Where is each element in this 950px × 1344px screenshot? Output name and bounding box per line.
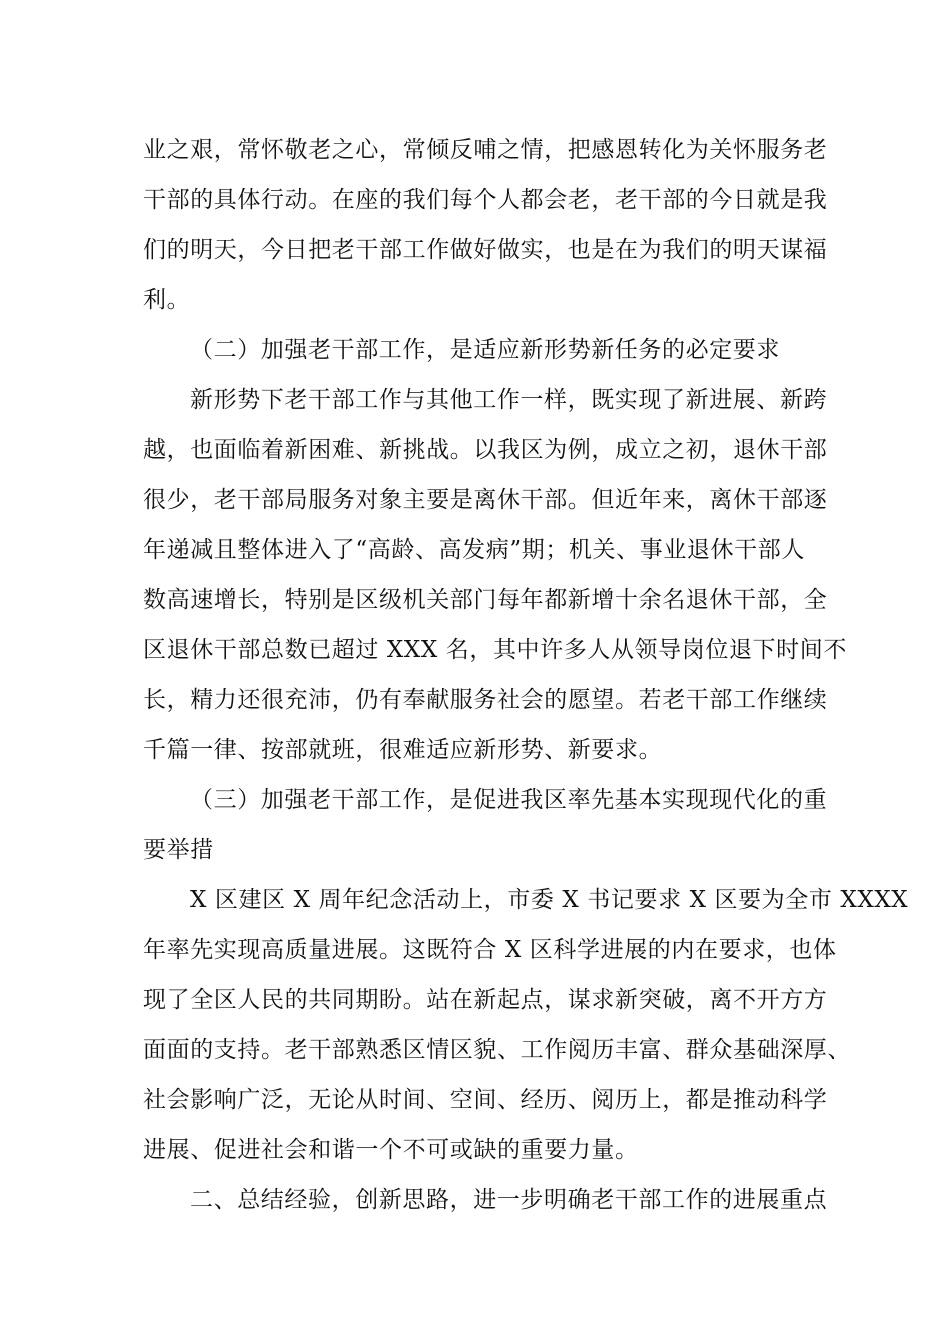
text-line: 长，精力还很充沛，仍有奉献服务社会的愿望。若老干部工作继续 (143, 687, 828, 713)
text-line: 很少，老干部局服务对象主要是离休干部。但近年来，离休干部逐 (143, 487, 828, 513)
text-line: 数高速增长，特别是区级机关部门每年都新增十余名退休干部，全 (143, 587, 828, 613)
text-line: 区退休干部总数已超过 XXX 名，其中许多人从领导岗位退下时间不 (143, 637, 847, 663)
text-line: 年递减且整体进入了“高龄、高发病”期；机关、事业退休干部人 (143, 537, 805, 563)
text-line: 们的明天，今日把老干部工作做好做实，也是在为我们的明天谋福 (143, 237, 828, 263)
text-line: 进展、促进社会和谐一个不可或缺的重要力量。 (143, 1137, 639, 1163)
text-line: 利。 (143, 287, 191, 313)
section-heading: 二、总结经验，创新思路，进一步明确老干部工作的进展重点 (190, 1187, 828, 1213)
text-line: 越，也面临着新困难、新挑战。以我区为例，成立之初，退休干部 (143, 437, 828, 463)
text-line: 干部的具体行动。在座的我们每个人都会老，老干部的今日就是我 (143, 187, 828, 213)
text-line: 业之艰，常怀敬老之心，常倾反哺之情，把感恩转化为关怀服务老 (143, 137, 828, 163)
text-line: X 区建区 X 周年纪念活动上，市委 X 书记要求 X 区要为全市 XXXX (190, 887, 909, 913)
section-heading: （二）加强老干部工作，是适应新形势新任务的必定要求 (190, 337, 780, 363)
text-line: 现了全区人民的共同期盼。站在新起点，谋求新突破，离不开方方 (143, 987, 828, 1013)
text-line: 社会影响广泛，无论从时间、空间、经历、阅历上，都是推动科学 (143, 1087, 828, 1113)
text-line: 千篇一律、按部就班，很难适应新形势、新要求。 (143, 737, 663, 763)
section-heading: （三）加强老干部工作，是促进我区率先基本实现现代化的重 (190, 787, 828, 813)
text-line: 面面的支持。老干部熟悉区情区貌、工作阅历丰富、群众基础深厚、 (143, 1037, 851, 1063)
text-line: 新形势下老干部工作与其他工作一样，既实现了新进展、新跨 (190, 387, 828, 413)
text-line: 年率先实现高质量进展。这既符合 X 区科学进展的内在要求，也体 (143, 937, 837, 963)
section-heading-continued: 要举措 (143, 837, 214, 863)
